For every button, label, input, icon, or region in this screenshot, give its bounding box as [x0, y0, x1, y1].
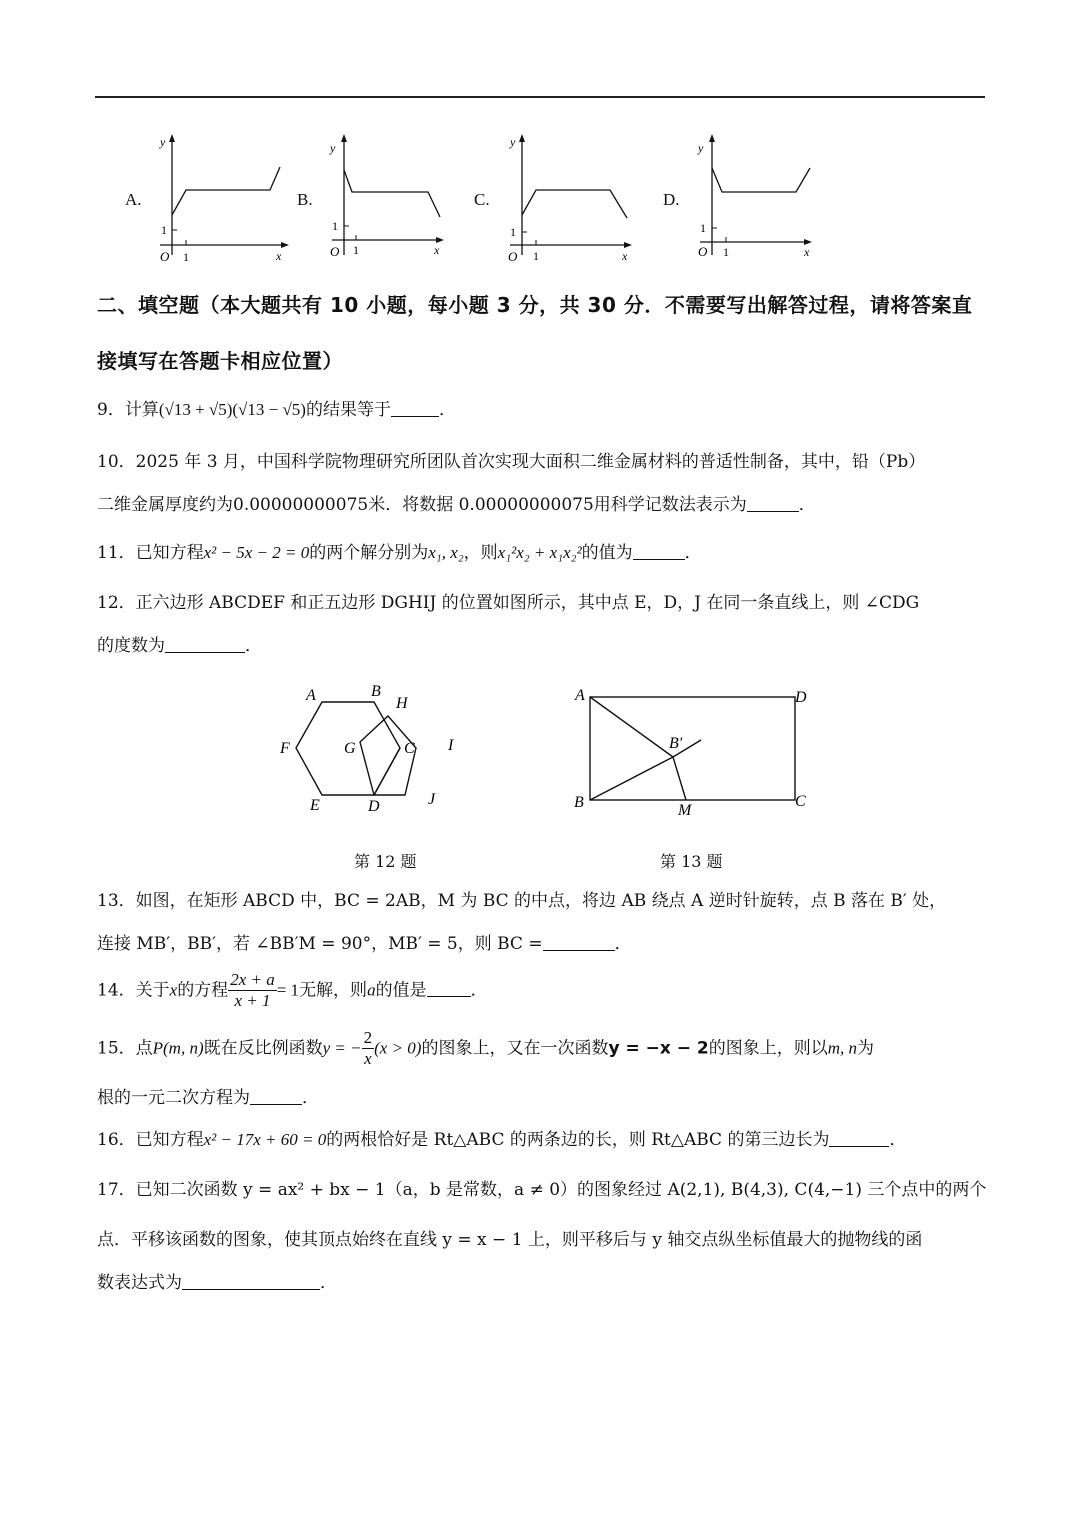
svg-text:1: 1 — [510, 225, 516, 239]
svg-text:I: I — [448, 737, 454, 754]
question-13: 13．如图，在矩形 ABCD 中，BC = 2AB，M 为 BC 的中点，将边 AB 绕点 A 逆时针旋转，点 B 落在 B′ 处， — [97, 891, 947, 911]
question-12: 12．正六边形 ABCDEF 和正五边形 DGHIJ 的位置如图所示，其中点 E，D，J 在同一条直线上，则 ∠CDG — [97, 593, 920, 613]
option-a-label: A. — [125, 190, 142, 209]
question-17-line3: 数表达式为 ． — [97, 1273, 337, 1293]
option-c-graph — [500, 130, 640, 265]
question-12-line2: 的度数为 ． — [97, 636, 262, 656]
question-15-line2: 根的一元二次方程为 ． — [97, 1088, 319, 1108]
svg-text:1: 1 — [161, 223, 167, 237]
svg-text:D: D — [368, 798, 380, 815]
svg-text:G: G — [344, 740, 356, 757]
svg-text:1: 1 — [332, 219, 338, 233]
question-17-line2: 点．平移该函数的图象，使其顶点始终在直线 y = x − 1 上，则平移后与 y 轴交点纵坐标值最大的抛物线的函 — [97, 1230, 923, 1250]
question-10: 10．2025 年 3 月，中国科学院物理研究所团队首次实现大面积二维金属材料的普适性制备，其中，铅（Pb） — [97, 452, 926, 472]
question-15: 15．点P(m, n)既在反比例函数y = − $\frac{2}{x}$ (x > 0)的图象上，又在一次函数y = −x − 2的图象上，则以m, n为 — [97, 1028, 875, 1069]
svg-text:O: O — [508, 249, 518, 264]
svg-text:A: A — [575, 687, 585, 704]
svg-text:A: A — [306, 687, 316, 704]
section-title: 二、填空题（本大题共有 10 小题，每小题 3 分，共 30 分．不需要写出解答过程，请将答案直 — [97, 293, 973, 317]
svg-text:D: D — [795, 689, 807, 706]
option-d-label: D. — [663, 190, 680, 209]
figure-12 — [270, 680, 470, 820]
svg-text:x: x — [276, 249, 282, 263]
option-c-label: C. — [474, 190, 490, 209]
svg-text:1: 1 — [723, 245, 729, 259]
svg-text:J: J — [428, 791, 436, 808]
svg-text:1: 1 — [700, 221, 706, 235]
question-9: 9．计算(√13 + √5)(√13 − √5)的结果等于 ． — [97, 400, 456, 420]
svg-text:F: F — [280, 740, 290, 757]
option-b-label: B. — [297, 190, 313, 209]
svg-text:E: E — [310, 797, 320, 814]
question-10-line2: 二维金属厚度约为0.00000000075米．将数据 0.00000000075用科学记数法表示为 ． — [97, 495, 816, 515]
svg-text:O: O — [330, 244, 340, 259]
svg-text:C: C — [795, 793, 806, 810]
svg-text:y: y — [330, 141, 336, 155]
question-16: 16．已知方程x² − 17x + 60 = 0的两根恰好是 Rt△ABC 的两条边的长，则 Rt△ABC 的第三边长为 ． — [97, 1130, 907, 1150]
option-d-graph — [690, 130, 820, 265]
svg-text:B: B — [371, 683, 381, 700]
figure-13-caption: 第 13 题 — [660, 852, 723, 871]
svg-text:1: 1 — [533, 249, 539, 263]
svg-text:B: B — [574, 794, 584, 811]
question-17: 17．已知二次函数 y = ax² + bx − 1（a，b 是常数，a ≠ 0）的图象经过 A(2,1), B(4,3), C(4,−1) 三个点中的两个 — [97, 1180, 987, 1200]
svg-text:M: M — [678, 802, 692, 819]
option-a-graph — [150, 130, 295, 265]
question-14: 14．关于x的方程 $\frac{2x + a}{x + 1}$ = 1无解，则a的值是 ． — [97, 970, 488, 1011]
figure-13 — [565, 680, 825, 820]
question-13-line2: 连接 MB′，BB′，若 ∠BB′M = 90°，MB′ = 5，则 BC = ． — [97, 934, 632, 954]
svg-text:1: 1 — [353, 243, 359, 257]
svg-text:O: O — [160, 249, 170, 264]
svg-text:x: x — [434, 243, 440, 257]
svg-text:x: x — [622, 249, 628, 263]
header-rule — [95, 96, 985, 98]
svg-text:C: C — [404, 740, 415, 757]
section-title-cont: 接填写在答题卡相应位置） — [97, 349, 343, 373]
svg-text:B′: B′ — [669, 735, 683, 752]
figure-12-caption: 第 12 题 — [354, 852, 417, 871]
svg-text:y: y — [698, 141, 704, 155]
svg-text:y: y — [160, 135, 166, 149]
question-11: 11．已知方程x² − 5x − 2 = 0的两个解分别为x₁, x₂，则x₁²x₂ + x₁x₂²的值为 ． — [97, 543, 702, 563]
svg-text:y: y — [510, 135, 516, 149]
svg-text:H: H — [396, 695, 408, 712]
svg-text:1: 1 — [183, 250, 189, 264]
svg-text:x: x — [804, 245, 810, 259]
svg-text:O: O — [698, 244, 708, 259]
option-b-graph — [322, 130, 452, 265]
